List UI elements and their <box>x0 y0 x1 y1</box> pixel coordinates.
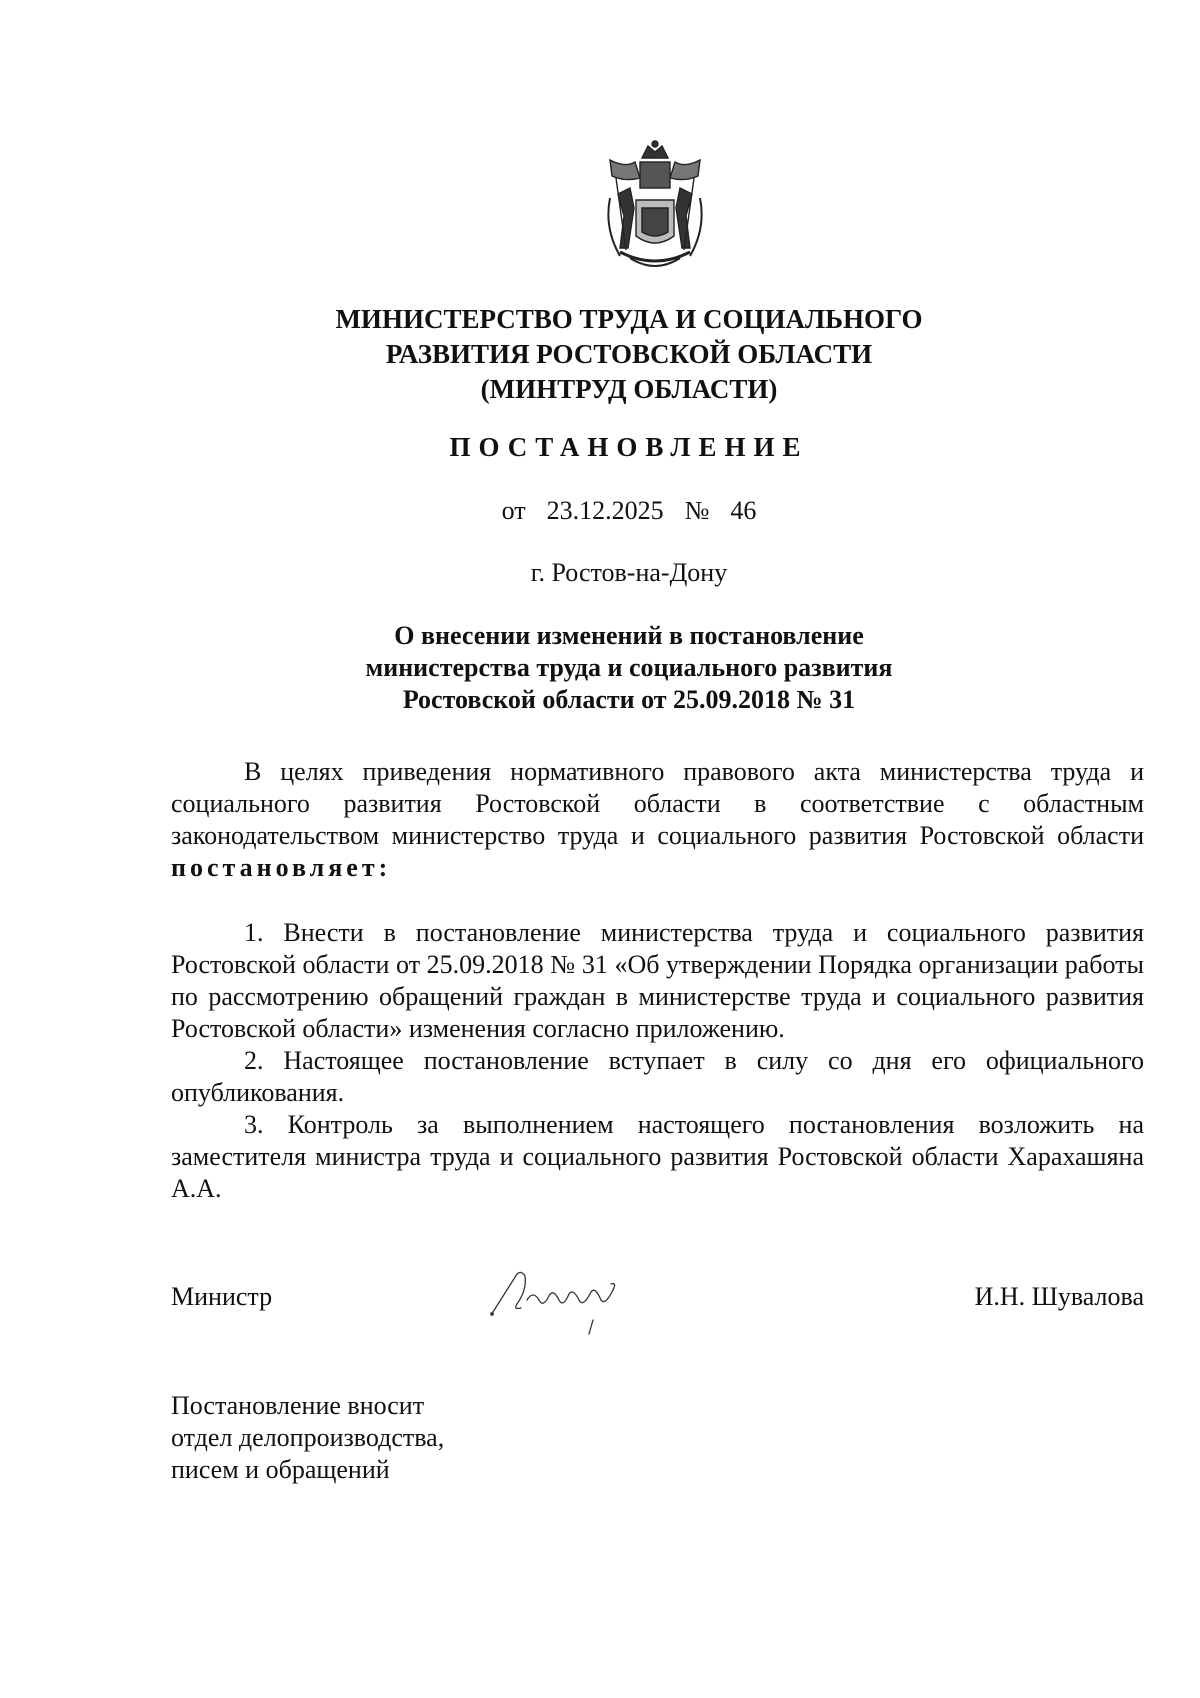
document-type: ПОСТАНОВЛЕНИЕ <box>449 432 809 462</box>
date-and-number: от 23.12.2025 № 46 <box>501 496 757 525</box>
footer-line2: отдел делопроизводства, <box>171 1423 445 1452</box>
preamble <box>171 756 1144 884</box>
city: г. Ростов-на-Дону <box>530 558 728 587</box>
coat-of-arms-icon <box>590 138 720 278</box>
preamble-text: В целях приведения нормативного правового акта министерства труда и социального развития Ростовской области в соответствие с областным законодательством министерство труда и социального развития Ростовской области <box>171 757 1144 850</box>
handwritten-signature <box>487 1260 647 1340</box>
decree-item: 1. Внести в постановление министерства труда и социального развития Ростовской области от 25.09.2018 № 31 «Об утверждении Порядка организации работы по рассмотрению обращений граждан в министерстве труда и социального развития Ростовской области» изменения согласно приложению. <box>171 918 1144 1043</box>
footer-line1: Постановление вносит <box>171 1391 425 1420</box>
decree-verb: постановляет: <box>171 853 392 882</box>
footer-note <box>171 1390 444 1486</box>
decree-item: 2. Настоящее постановление вступает в силу со дня его официального опубликования. <box>171 1046 1144 1107</box>
ministry-header-line2: РАЗВИТИЯ РОСТОВСКОЙ ОБЛАСТИ <box>385 339 873 369</box>
preamble-paragraph <box>171 756 1144 884</box>
footer-line3: писем и обращений <box>171 1455 390 1484</box>
signature-block <box>171 1282 1144 1352</box>
ministry-header-line1: МИНИСТЕРСТВО ТРУДА И СОЦИАЛЬНОГО <box>335 304 923 334</box>
subject-line2: министерства труда и социального развития <box>365 653 893 682</box>
signatory-name: И.Н. Шувалова <box>974 1282 1144 1311</box>
subject-line1: О внесении изменений в постановление <box>394 621 864 650</box>
ministry-header-line3: (МИНТРУД ОБЛАСТИ) <box>480 374 778 404</box>
signatory-title: Министр <box>171 1282 273 1311</box>
subject-line3: Ростовской области от 25.09.2018 № 31 <box>402 685 856 714</box>
ministry-header <box>0 302 1200 407</box>
document-subject <box>0 620 1200 716</box>
decree-items <box>171 917 1144 1205</box>
decree-item: 3. Контроль за выполнением настоящего постановления возложить на заместителя министра труда и социального развития Ростовской области Харахашяна А.А. <box>171 1110 1144 1203</box>
